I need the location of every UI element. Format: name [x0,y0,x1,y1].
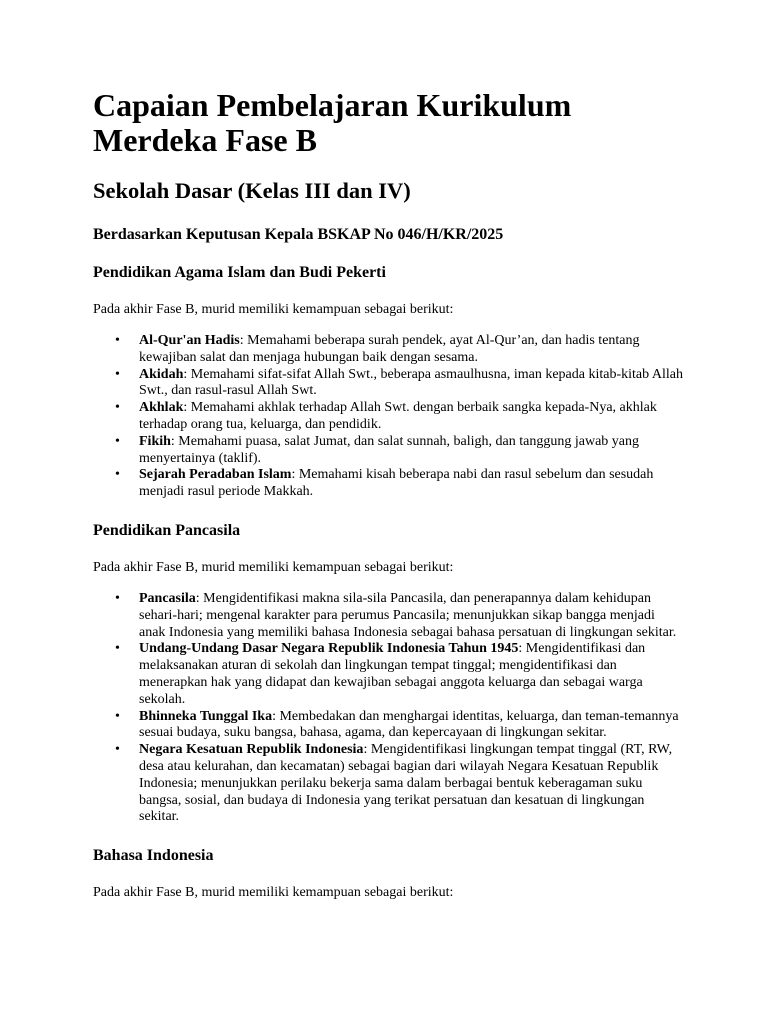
bullet-list-pancasila [93,591,683,826]
list-item [139,641,683,708]
section-heading-bahasa: Bahasa Indonesia [93,847,214,865]
item-term: Fikih [139,433,171,449]
list-item [139,434,683,468]
item-text: : Mengidentifikasi lingkungan tempat tinggal (RT, RW, desa atau kelurahan, dan kecamatan) sebagai bagian dari wilayah Negara Kesatuan Republik Indonesia; menunjukkan perilaku bekerja sama dalam berbagai bentuk keberagaman suku bangsa, sosial, dan budaya di Indonesia yang terikat persatuan dan kesatuan di lingkungan sekitar. [139,742,673,825]
document-page [93,88,683,901]
decree-heading: Berdasarkan Keputusan Kepala BSKAP No 046/H/KR/2025 [93,226,504,243]
list-item [139,591,683,641]
list-item [139,367,683,401]
list-item [139,742,683,826]
item-term: Al-Qur'an Hadis [139,333,240,348]
item-term: Negara Kesatuan Republik Indonesia [139,742,364,758]
section-intro: Pada akhir Fase B, murid memiliki kemampuan sebagai berikut: [93,559,454,575]
document-title: Capaian Pembelajaran Kurikulum Merdeka Fase B [93,87,572,158]
list-item [139,709,683,743]
item-term: Sejarah Peradaban Islam [139,467,292,483]
item-text: : Memahami beberapa surah pendek, ayat Al-Qur’an, dan hadis tentang kewajiban salat dan menjaga hubungan baik dengan sesama. [139,333,640,365]
section-intro: Pada akhir Fase B, murid memiliki kemampuan sebagai berikut: [93,302,454,317]
section-heading-pancasila: Pendidikan Pancasila [93,521,241,539]
item-term: Undang-Undang Dasar Negara Republik Indonesia Tahun 1945 [139,641,519,657]
item-text: : Membedakan dan menghargai identitas, keluarga, dan teman-temannya sesuai budaya, suku bangsa, bahasa, agama, dan kepercayaan di lingkungan sekitar. [139,708,679,741]
item-text: : Memahami kisah beberapa nabi dan rasul sebelum dan sesudah menjadi rasul periode Makkah. [139,467,654,500]
item-text: : Memahami sifat-sifat Allah Swt., beberapa asmaulhusna, iman kepada kitab-kitab Allah Swt., dan rasul-rasul Allah Swt. [139,366,683,399]
bullet-list-agama [93,333,683,501]
item-text: : Mengidentifikasi dan melaksanakan aturan di sekolah dan lingkungan tempat tinggal; mengidentifikasi dan menerapkan hak yang didapat dan kewajiban sebagai anggota keluarga dan sebagai warga sekolah. [139,641,646,707]
item-term: Akidah [139,366,184,382]
item-text: : Memahami akhlak terhadap Allah Swt. dengan berbaik sangka kepada-Nya, akhlak terhadap orang tua, keluarga, dan pendidik. [139,400,657,432]
section-intro: Pada akhir Fase B, murid memiliki kemampuan sebagai berikut: [93,885,454,901]
list-item [139,467,683,501]
list-item [139,333,683,367]
document-subtitle: Sekolah Dasar (Kelas III dan IV) [93,178,411,203]
section-heading-agama: Pendidikan Agama Islam dan Budi Pekerti [93,264,386,281]
list-item [139,400,683,434]
item-term: Pancasila [139,590,196,606]
item-text: : Mengidentifikasi makna sila-sila Pancasila, dan penerapannya dalam kehidupan sehari-hari; mengenal karakter para perumus Pancasila; menunjukkan sikap bangga menjadi anak Indonesia yang memiliki bahasa Indonesia sebagai bahasa persatuan di lingkungan sekitar. [139,590,677,640]
item-term: Bhinneka Tunggal Ika [139,708,273,724]
item-text: : Memahami puasa, salat Jumat, dan salat sunnah, baligh, dan tanggung jawab yang menyertainya (taklif). [139,433,640,466]
item-term: Akhlak [139,400,184,416]
